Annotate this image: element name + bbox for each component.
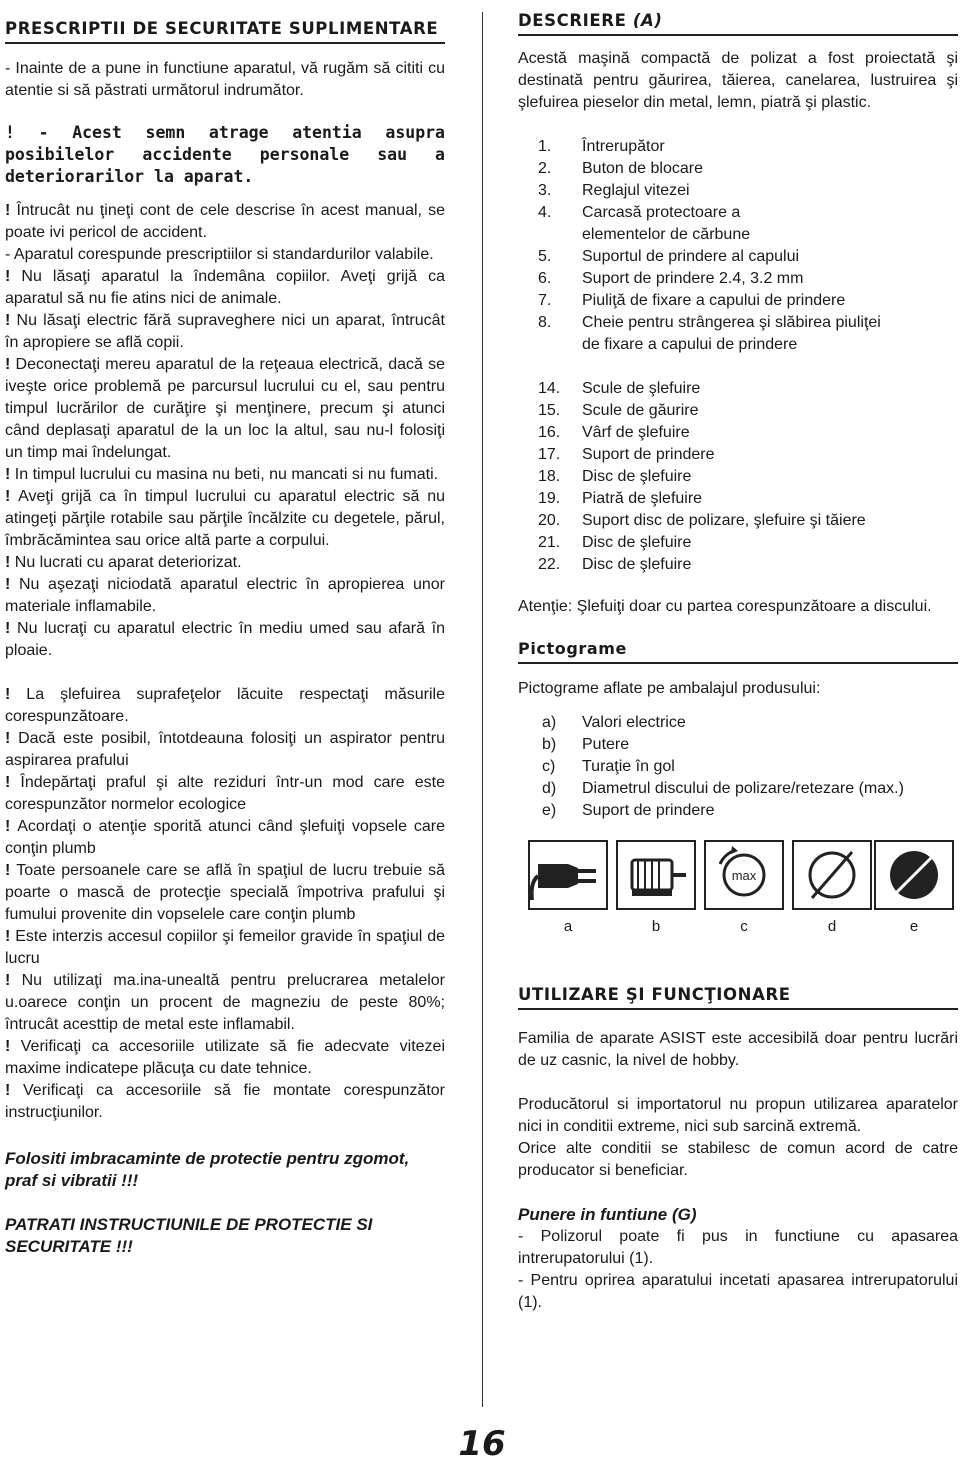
list-item: e) Suport de prindere <box>542 802 715 819</box>
list-item: 21. Disc de şlefuire <box>538 534 692 551</box>
safety-item: ! Întrucât nu ţineţi cont de cele descrise în acest manual, se poate ivi pericol de accident. <box>5 202 445 241</box>
safety-item: ! Aveţi grijă ca în timpul lucrului cu aparatul electric să nu atingeţi părţile rotabile sau părţile încălzite cu degetele, părul, îmbrăcămintea sau orice altă parte a corpului. <box>5 488 446 549</box>
usage-text: Orice alte conditii se stabilesc de comun acord de catre producator si beneficiar. <box>518 1140 958 1179</box>
usage-text: Producătorul si importatorul nu propun utilizarea aparatelor nici in conditii extreme, nici sub sarcină extremă. <box>518 1096 958 1135</box>
list-item: 19. Piatră de şlefuire <box>538 490 703 507</box>
accessories-list <box>518 378 958 576</box>
safety-item: ! Nu lăsaţi aparatul la îndemâna copiilor. Aveţi grijă ca aparatul să nu fie atins nici de animale. <box>5 268 445 307</box>
safety-item: ! Nu lăsaţi electric fără supraveghere nici un aparat, întrucât în apropiere se află copii. <box>5 312 445 351</box>
list-item: 3. Reglajul vitezei <box>538 182 690 199</box>
pictograms-strip <box>518 840 958 936</box>
list-item: 5. Suportul de prindere al capului <box>538 248 800 265</box>
safety-item: ! In timpul lucrului cu masina nu beti, nu mancati si nu fumati. <box>5 466 439 483</box>
pictograms-intro: Pictograme aflate pe ambalajul produsului: <box>518 680 821 697</box>
safety-item: - Aparatul corespunde prescriptiilor si standardurilor valabile. <box>5 246 434 263</box>
startup-title: Punere in funtiune (G) <box>518 1205 697 1224</box>
diameter-icon <box>792 840 872 910</box>
pictograms-title: Pictograme <box>518 638 958 664</box>
picto-letter: c <box>740 918 748 935</box>
safety-intro: - Inainte de a pune in functiune aparatul, vă rugăm să cititi cu atentie si să păstrati următorul indrumător. <box>5 60 445 99</box>
safety-item: ! Verificaţi ca accesoriile să fie montate corespunzător instrucţiunilor. <box>5 1082 446 1121</box>
list-item: 1. Întrerupător <box>538 138 665 155</box>
startup-text: - Polizorul poate fi pus in functiune cu apasarea intrerupatorului (1). <box>518 1228 958 1267</box>
safety-list <box>5 200 445 662</box>
pictograms-list <box>518 712 958 822</box>
list-item: 20. Suport disc de polizare, şlefuire şi tăiere <box>538 512 866 529</box>
list-item: 18. Disc de şlefuire <box>538 468 692 485</box>
description-title: DESCRIERE (A) <box>518 10 958 36</box>
usage-title: UTILIZARE ŞI FUNCŢIONARE <box>518 984 958 1010</box>
safety-item: ! Toate persoanele care se află în spaţiul de lucru trebuie să poarte o mască de protecţie specială împotriva prafului şi fumului provenite din vopselele care conţin plumb <box>5 862 445 923</box>
description-text: Acestă maşină compactă de polizat a fost proiectată şi destinată pentru găurirea, tăierea, canelarea, lustruirea şi şlefuirea pieselor din metal, lemn, piatră şi plastic. <box>518 50 958 111</box>
attention-note: Atenţie: Şlefuiţi doar cu partea corespunzătoare a discului. <box>518 598 932 615</box>
safety-item: ! Dacă este posibil, întotdeauna folosiţi un aspirator pentru aspirarea prafului <box>5 730 445 769</box>
safety-item: ! Nu aşezaţi niciodată aparatul electric în apropierea unor materiale inflamabile. <box>5 576 445 615</box>
plug-icon <box>528 840 608 910</box>
grinding-disc-icon <box>874 840 954 910</box>
list-item: 2. Buton de blocare <box>538 160 703 177</box>
list-item: a) Valori electrice <box>542 714 686 731</box>
startup-text: - Pentru oprirea aparatului incetati apasarea intrerupatorului (1). <box>518 1272 958 1311</box>
safety-item: ! Nu lucrati cu aparat deteriorizat. <box>5 554 242 571</box>
svg-text:max: max <box>731 868 757 883</box>
page-number: 16 <box>458 1424 506 1464</box>
list-item: d) Diametrul discului de polizare/retezare (max.) <box>542 780 904 797</box>
instructions-note: PATRATI INSTRUCTIUNILE DE PROTECTIE SI SECURITATE !!! <box>5 1215 373 1256</box>
warning-sign-note: ! - Acest semn atrage atentia asupra posibilelor accidente personale sau a deteriorarilor la aparat. <box>5 123 445 186</box>
list-item: 16. Vârf de şlefuire <box>538 424 690 441</box>
list-item: 4. Carcasă protectoare a elementelor de cărbune <box>538 204 751 243</box>
column-divider <box>482 12 483 1407</box>
safety-item: ! Acordaţi o atenţie sporită atunci când şlefuiţi vopsele care conţin plumb <box>5 818 445 857</box>
sanding-safety-list <box>5 684 445 1124</box>
safety-item: ! La şlefuirea suprafeţelor lăcuite respectaţi măsurile corespunzătoare. <box>5 686 445 725</box>
picto-letter: d <box>827 918 837 935</box>
list-item: 8. Cheie pentru strângerea şi slăbirea piuliţei de fixare a capului de prindere <box>538 314 881 353</box>
list-item: 22. Disc de şlefuire <box>538 556 692 573</box>
safety-item: ! Verificaţi ca accesoriile utilizate să fie adecvate vitezei maxime indicatepe plăcuţa cu date tehnice. <box>5 1038 445 1077</box>
picto-letter: e <box>909 918 919 935</box>
list-item: 6. Suport de prindere 2.4, 3.2 mm <box>538 270 804 287</box>
list-item: b) Putere <box>542 736 630 753</box>
safety-item: ! Îndepărtaţi praful şi alte reziduri într-un mod care este corespunzător normelor ecologice <box>5 774 445 813</box>
max-speed-icon <box>704 840 784 910</box>
safety-item: ! Nu utilizaţi ma.ina-unealtă pentru prelucrarea metalelor u.oarece conţin un procent de magneziu de peste 80%; întrucât acesttip de metal este inflamabil. <box>5 972 445 1033</box>
list-item: 7. Piuliţă de fixare a capului de prindere <box>538 292 846 309</box>
picto-letter: a <box>563 918 573 935</box>
left-column <box>5 18 445 1258</box>
list-item: c) Turaţie în gol <box>542 758 675 775</box>
protection-note: Folositi imbracaminte de protectie pentru zgomot, praf si vibratii !!! <box>5 1149 410 1190</box>
list-item: 14. Scule de şlefuire <box>538 380 701 397</box>
safety-item: ! Deconectaţi mereu aparatul de la reţeaua electrică, dacă se iveşte orice problemă pe parcursul lucrului cu el, sau pentru timpul lucrărilor de curăţire şi menţinere, precum şi atunci când deplasaţi aparatul de la un loc la altul, sau nu-l folosiţi un timp mai îndelungat. <box>5 356 446 461</box>
list-item: 15. Scule de găurire <box>538 402 699 419</box>
safety-item: ! Este interzis accesul copiilor şi femeilor gravide în spaţiul de lucru <box>5 928 445 967</box>
motor-icon <box>616 840 696 910</box>
safety-item: ! Nu lucraţi cu aparatul electric în mediu umed sau afară în ploaie. <box>5 620 445 659</box>
safety-title: PRESCRIPTII DE SECURITATE SUPLIMENTARE <box>5 18 445 44</box>
right-column <box>518 10 958 1314</box>
parts-list <box>518 136 958 356</box>
usage-text: Familia de aparate ASIST este accesibilă doar pentru lucrări de uz casnic, la nivel de hobby. <box>518 1030 958 1069</box>
picto-letter: b <box>651 918 661 935</box>
list-item: 17. Suport de prindere <box>538 446 715 463</box>
